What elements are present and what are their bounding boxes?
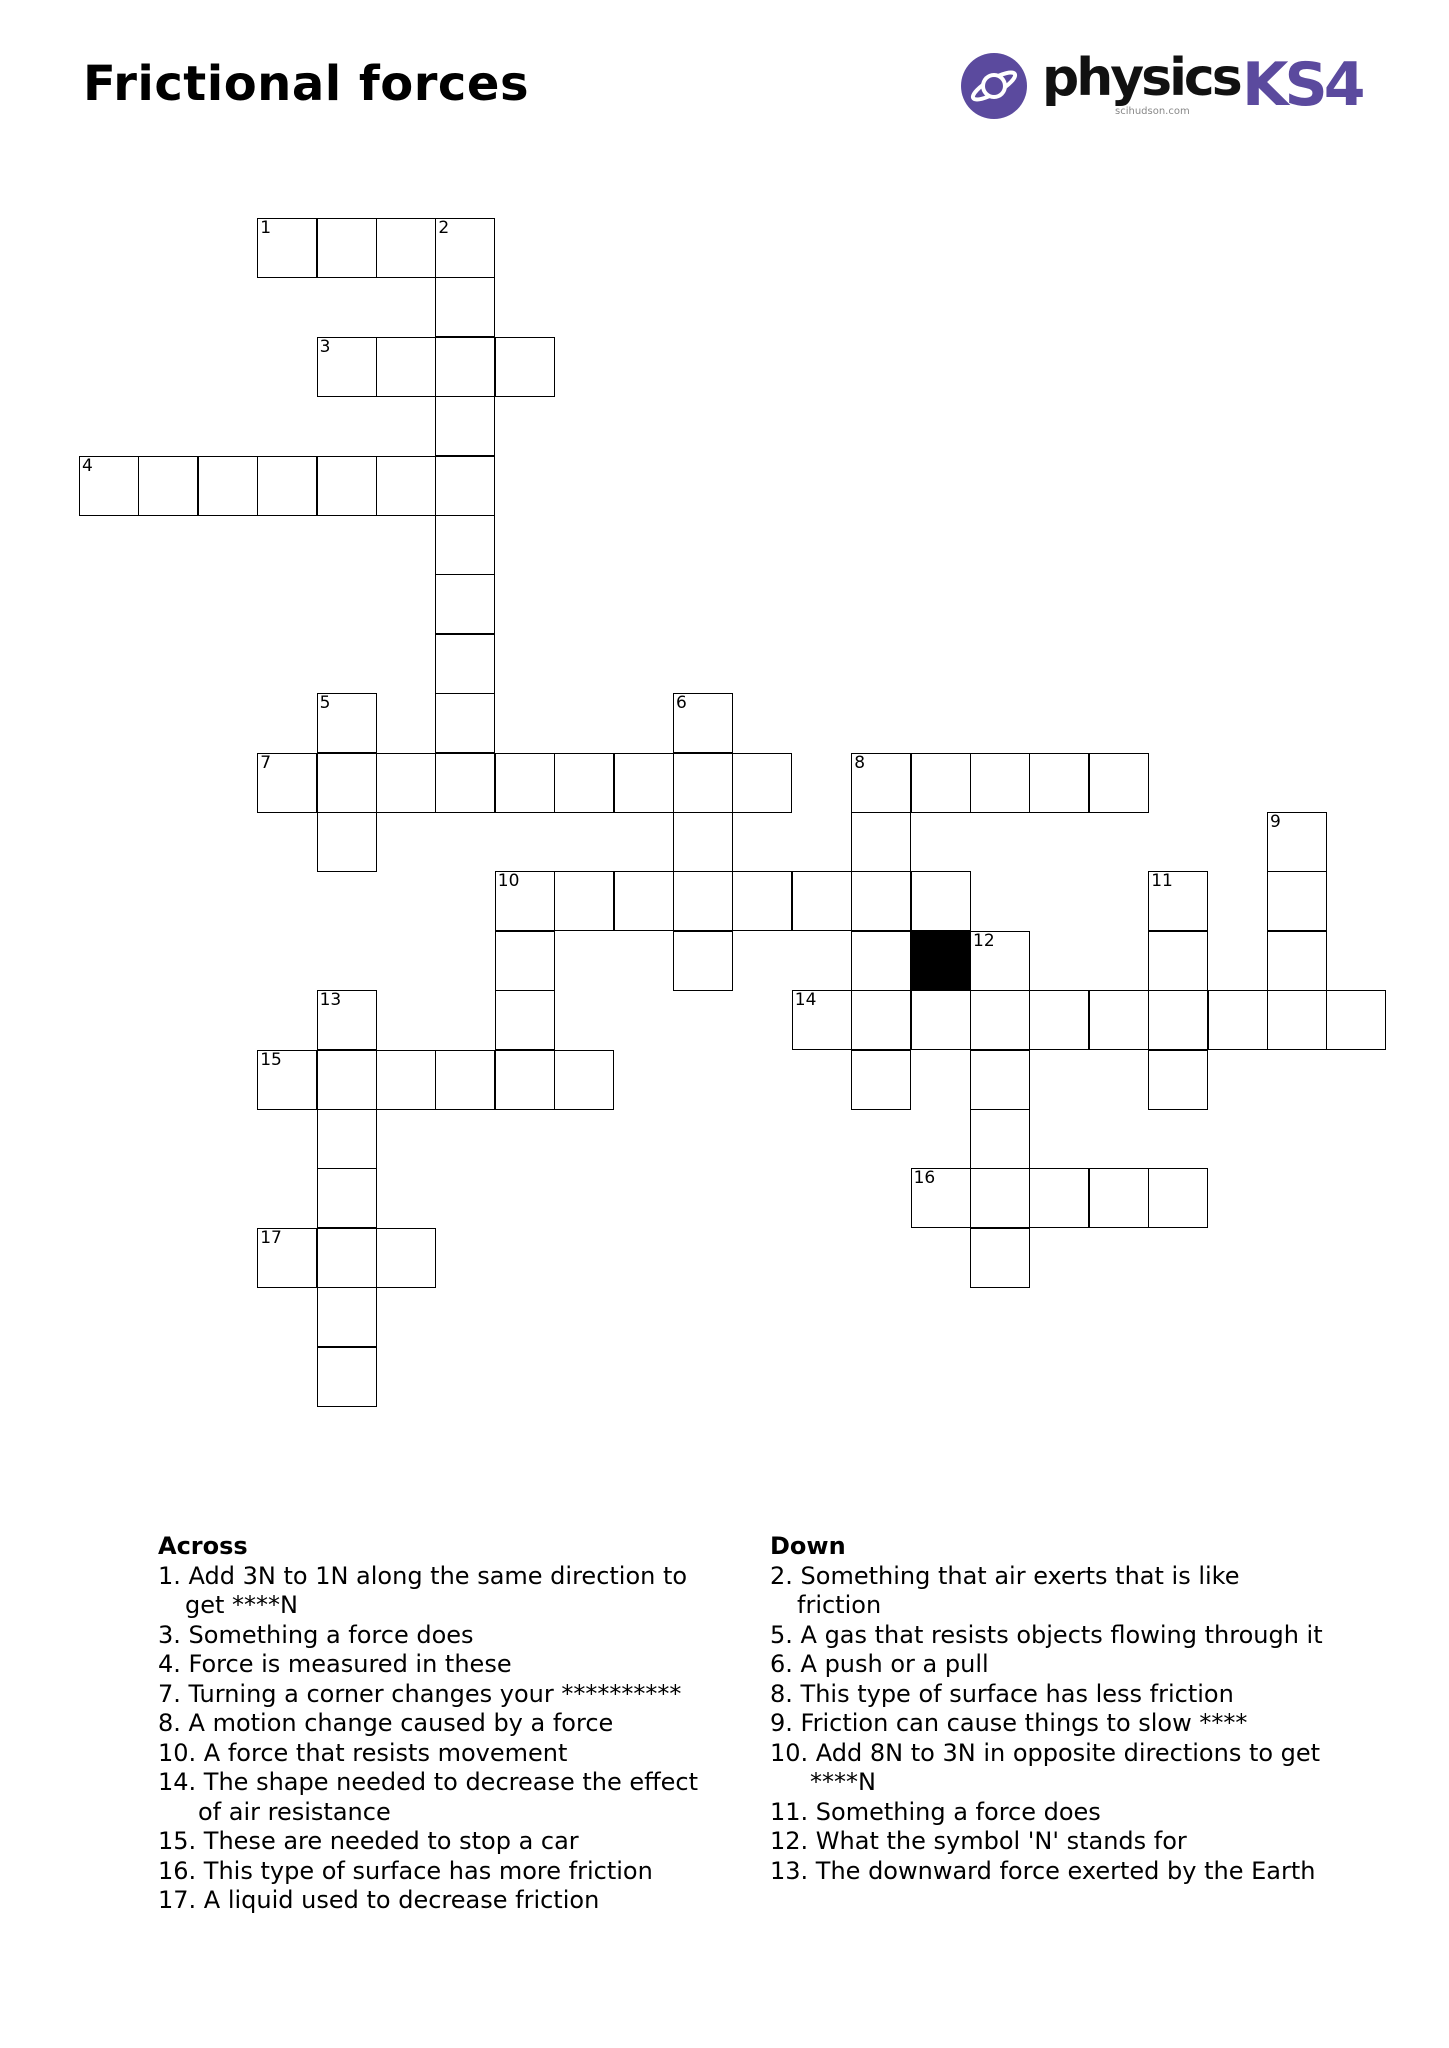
crossword-cell[interactable]	[317, 1050, 377, 1110]
crossword-cell[interactable]	[792, 990, 852, 1050]
crossword-cell[interactable]	[614, 753, 674, 813]
crossword-cell[interactable]	[1267, 812, 1327, 872]
clue-number: 3	[319, 336, 331, 357]
crossword-cell[interactable]	[317, 753, 377, 813]
crossword-cell[interactable]	[198, 456, 258, 516]
crossword-cell[interactable]	[851, 871, 911, 931]
crossword-cell[interactable]	[495, 931, 555, 991]
across-clue: 4. Force is measured in these	[158, 1650, 512, 1678]
crossword-cell[interactable]	[435, 515, 495, 575]
crossword-cell[interactable]	[435, 753, 495, 813]
crossword-cell[interactable]	[1267, 931, 1327, 991]
crossword-cell[interactable]	[376, 1050, 436, 1110]
clue-number: 14	[794, 990, 817, 1011]
crossword-cell[interactable]	[317, 990, 377, 1050]
crossword-cell[interactable]	[435, 277, 495, 337]
down-heading: Down	[770, 1532, 846, 1560]
crossword-cell[interactable]	[495, 1050, 555, 1110]
clue-number: 8	[854, 752, 866, 773]
across-clue: 17. A liquid used to decrease friction	[158, 1886, 600, 1914]
down-clue: 12. What the symbol 'N' stands for	[770, 1827, 1187, 1855]
across-clue: 1. Add 3N to 1N along the same direction to get ****N	[158, 1561, 688, 1619]
page-title: Frictional forces	[83, 56, 530, 112]
crossword-cell[interactable]	[1029, 990, 1089, 1050]
crossword-cell[interactable]	[614, 871, 674, 931]
crossword-cell[interactable]	[673, 693, 733, 753]
crossword-cell[interactable]	[1029, 1168, 1089, 1228]
level-badge: KS4	[1242, 50, 1362, 120]
crossword-cell[interactable]	[970, 990, 1030, 1050]
crossword-cell[interactable]	[376, 337, 436, 397]
crossword-cell[interactable]	[435, 1050, 495, 1110]
crossword-cell[interactable]	[317, 337, 377, 397]
clue-number: 10	[497, 871, 520, 892]
crossword-cell[interactable]	[257, 456, 317, 516]
clue-number: 2	[438, 218, 450, 238]
crossword-cell[interactable]	[257, 753, 317, 813]
crossword-cell[interactable]	[554, 1050, 614, 1110]
brand-url: scihudson.com	[1115, 106, 1190, 117]
clue-number: 5	[319, 693, 331, 714]
crossword-cell[interactable]	[495, 990, 555, 1050]
crossword-cell[interactable]	[435, 634, 495, 694]
crossword-cell[interactable]	[317, 1168, 377, 1228]
down-clues	[770, 1532, 1330, 1886]
crossword-cell[interactable]	[317, 456, 377, 516]
crossword-cell[interactable]	[1148, 1168, 1208, 1228]
across-clue: 15. These are needed to stop a car	[158, 1827, 579, 1855]
down-clue: 11. Something a force does	[770, 1797, 1101, 1826]
crossword-cell[interactable]	[970, 931, 1030, 991]
down-clue: 2. Something that air exerts that is like friction	[770, 1561, 1240, 1619]
crossword-cell[interactable]	[673, 753, 733, 813]
crossword-cell[interactable]	[317, 1347, 377, 1407]
crossword-cell[interactable]	[1148, 871, 1208, 931]
crossword-cell[interactable]	[435, 337, 495, 397]
crossword-cell[interactable]	[495, 871, 555, 931]
down-clue-list	[770, 1562, 1330, 1887]
clue-number: 7	[260, 752, 272, 773]
crossword-cell[interactable]	[435, 456, 495, 516]
crossword-cell[interactable]	[970, 753, 1030, 813]
crossword-cell[interactable]	[1148, 990, 1208, 1050]
across-clue: 7. Turning a corner changes your **********	[158, 1679, 682, 1708]
crossword-cell[interactable]	[257, 1228, 317, 1288]
crossword-cell[interactable]	[317, 218, 377, 278]
crossword-cell[interactable]	[79, 456, 139, 516]
crossword-cell[interactable]	[1029, 753, 1089, 813]
across-clue: 14. The shape needed to decrease the effect of air resistance	[158, 1768, 699, 1826]
down-clue: 8. This type of surface has less friction	[770, 1679, 1234, 1708]
clue-number: 13	[319, 990, 342, 1011]
across-clue: 16. This type of surface has more friction	[158, 1856, 653, 1885]
crossword-cell[interactable]	[435, 574, 495, 634]
crossword-cell[interactable]	[851, 990, 911, 1050]
crossword-cell[interactable]	[554, 753, 614, 813]
crossword-cell[interactable]	[1089, 1168, 1149, 1228]
clue-number: 15	[260, 1049, 282, 1070]
crossword-cell[interactable]	[1148, 1050, 1208, 1110]
down-clue: 5. A gas that resists objects flowing through it	[770, 1620, 1323, 1649]
across-clue: 8. A motion change caused by a force	[158, 1709, 614, 1737]
crossword-cell[interactable]	[317, 1109, 377, 1169]
clue-number: 17	[260, 1227, 282, 1248]
clue-number: 11	[1151, 871, 1173, 892]
crossword-cell[interactable]	[851, 753, 911, 813]
crossword-cell[interactable]	[495, 753, 555, 813]
down-clue: 6. A push or a pull	[770, 1650, 989, 1678]
crossword-cell[interactable]	[435, 218, 495, 278]
crossword-cell[interactable]	[376, 1228, 436, 1288]
crossword-cell[interactable]	[732, 753, 792, 813]
crossword-cell[interactable]	[376, 456, 436, 516]
clue-number: 9	[1270, 812, 1281, 832]
clue-number: 16	[913, 1168, 936, 1189]
crossword-cell[interactable]	[1267, 990, 1327, 1050]
down-clue: 13. The downward force exerted by the Earth	[770, 1856, 1316, 1885]
clue-number: 6	[676, 693, 687, 714]
clue-number: 4	[82, 455, 93, 476]
brand-name: physics	[1042, 48, 1240, 108]
crossword-cell[interactable]	[792, 871, 852, 931]
crossword-cell[interactable]	[970, 1050, 1030, 1110]
crossword-cell[interactable]	[970, 1228, 1030, 1288]
crossword-cell[interactable]	[435, 693, 495, 753]
crossword-cell[interactable]	[673, 871, 733, 931]
crossword-cell[interactable]	[673, 931, 733, 991]
across-clue-list	[158, 1562, 718, 1916]
across-clue: 3. Something a force does	[158, 1620, 474, 1649]
across-clues	[158, 1532, 718, 1916]
across-heading: Across	[158, 1532, 248, 1560]
clue-number: 12	[973, 930, 995, 951]
crossword-block-cell	[911, 931, 971, 991]
crossword-cell[interactable]	[1089, 753, 1149, 813]
crossword-cell[interactable]	[138, 456, 198, 516]
crossword-cell[interactable]	[1208, 990, 1268, 1050]
crossword-cell[interactable]	[495, 337, 555, 397]
crossword-cell[interactable]	[1326, 990, 1386, 1050]
crossword-cell[interactable]	[911, 1168, 971, 1228]
crossword-cell[interactable]	[554, 871, 614, 931]
crossword-cell[interactable]	[851, 931, 911, 991]
crossword-cell[interactable]	[317, 693, 377, 753]
crossword-cell[interactable]	[673, 812, 733, 872]
crossword-cell[interactable]	[911, 990, 971, 1050]
crossword-cell[interactable]	[376, 753, 436, 813]
crossword-cell[interactable]	[376, 218, 436, 278]
crossword-cell[interactable]	[911, 753, 971, 813]
crossword-cell[interactable]	[317, 1228, 377, 1288]
across-clue: 10. A force that resists movement	[158, 1738, 568, 1767]
crossword-cell[interactable]	[970, 1168, 1030, 1228]
crossword-cell[interactable]	[851, 812, 911, 872]
crossword-cell[interactable]	[317, 1287, 377, 1347]
clue-number: 1	[260, 218, 272, 238]
crossword-cell[interactable]	[257, 218, 317, 278]
crossword-cell[interactable]	[970, 1109, 1030, 1169]
crossword-cell[interactable]	[1267, 871, 1327, 931]
crossword-cell[interactable]	[1089, 990, 1149, 1050]
crossword-cell[interactable]	[732, 871, 792, 931]
crossword-cell[interactable]	[851, 1050, 911, 1110]
crossword-cell[interactable]	[257, 1050, 317, 1110]
crossword-cell[interactable]	[317, 812, 377, 872]
down-clue: 9. Friction can cause things to slow ****	[770, 1709, 1248, 1737]
down-clue: 10. Add 8N to 3N in opposite directions to get ****N	[770, 1738, 1321, 1796]
crossword-cell[interactable]	[435, 396, 495, 456]
crossword-cell[interactable]	[911, 871, 971, 931]
crossword-cell[interactable]	[1148, 931, 1208, 991]
